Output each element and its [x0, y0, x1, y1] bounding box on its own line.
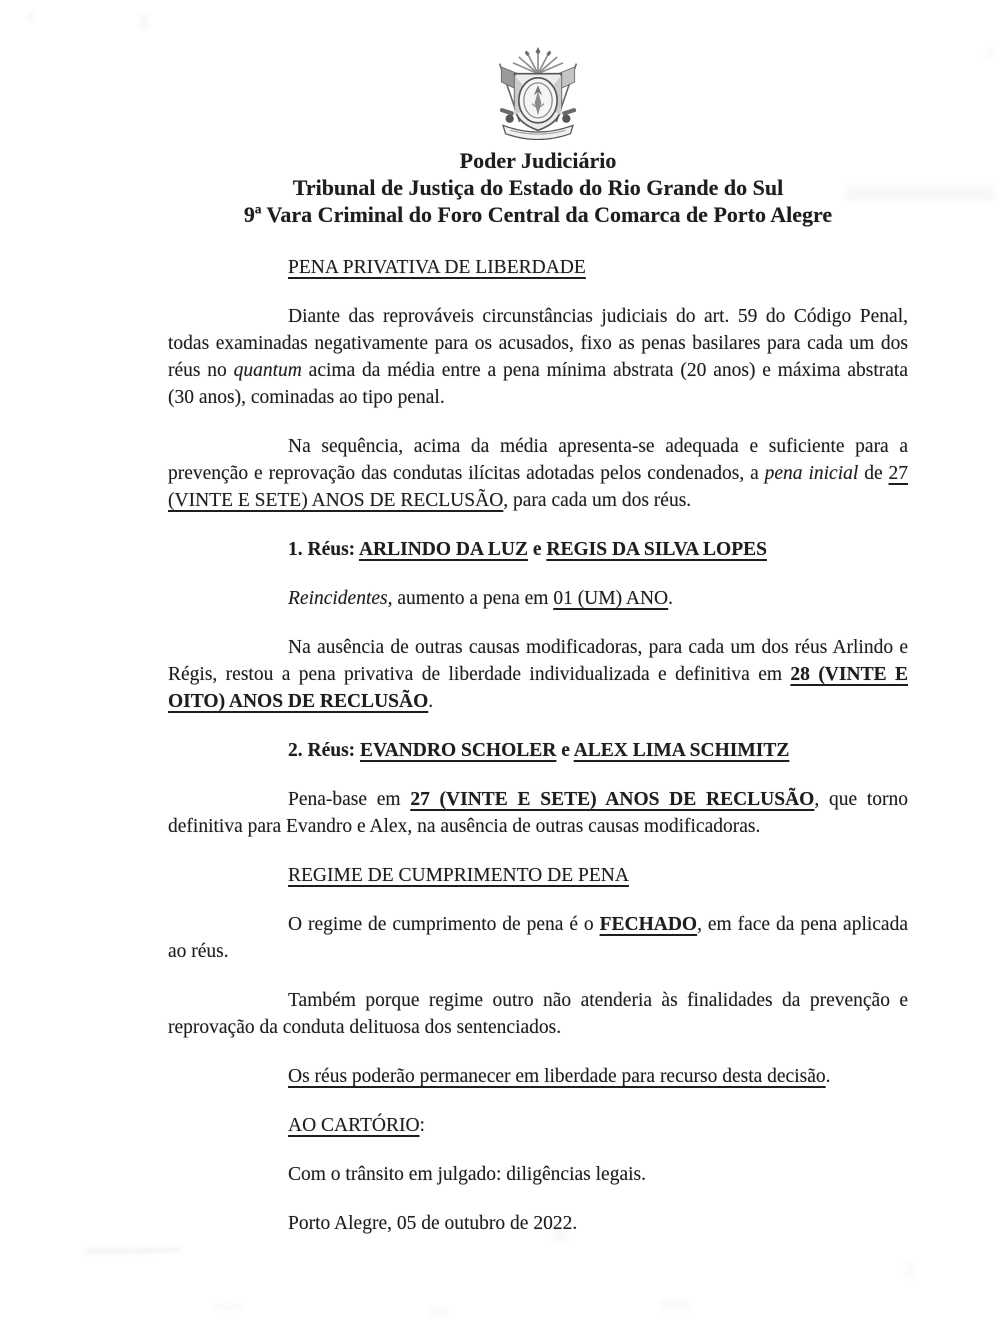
- paragraph-2: Diante das reprováveis circunstâncias judiciais do art. 59 do Código Penal, todas examinadas negativamente para os acusados, fixo as penas basilares para cada um dos réus no quantum acima da média entre a pena mínima abstrata (20 anos) e máxima abstrata (30 anos), cominadas ao tipo penal.: [168, 306, 908, 408]
- date-line-15: Porto Alegre, 05 de outubro de 2022.: [288, 1213, 578, 1234]
- paragraph-8: Pena-base em 27 (VINTE E SETE) ANOS DE RECLUSÃO, que torno definitiva para Evandro e Alex, na ausência de outras causas modificadoras.: [168, 789, 909, 837]
- scan-artifact: [986, 48, 994, 59]
- document-header: [168, 147, 908, 228]
- paragraph-11: Também porque regime outro não atenderia às finalidades da prevenção e reprovação da conduta delituosa dos sentenciados.: [168, 990, 908, 1038]
- header-division: 9ª Vara Criminal do Foro Central da Comarca de Porto Alegre: [243, 202, 833, 227]
- paragraph-5: Reincidentes, aumento a pena em 01 (UM) ANO.: [288, 588, 674, 609]
- paragraph-10: O regime de cumprimento de pena é o FECHADO, em face da pena aplicada ao réus.: [168, 914, 908, 962]
- paragraph-14: Com o trânsito em julgado: diligências legais.: [288, 1164, 646, 1185]
- header-branch: Poder Judiciário: [459, 148, 617, 173]
- defendants-heading-7: 2. Réus: EVANDRO SCHOLER e ALEX LIMA SCHIMITZ: [288, 740, 790, 761]
- section-heading-9: REGIME DE CUMPRIMENTO DE PENA: [288, 865, 629, 886]
- scan-artifact: [905, 1262, 915, 1278]
- scan-artifact: [28, 12, 34, 21]
- scan-artifact: [140, 14, 148, 29]
- paragraph-12: Os réus poderão permanecer em liberdade para recurso desta decisão.: [288, 1066, 831, 1087]
- document-content: [168, 44, 908, 1237]
- scan-artifact: [85, 1247, 180, 1254]
- section-heading-13: AO CARTÓRIO:: [288, 1115, 425, 1136]
- paragraph-6: Na ausência de outras causas modificadoras, para cada um dos réus Arlindo e Régis, restou a pena privativa de liberdade individualizada e definitiva em 28 (VINTE E OITO) ANOS DE RECLUSÃO.: [168, 637, 908, 712]
- coat-of-arms-icon: [168, 44, 908, 145]
- paragraph-3: Na sequência, acima da média apresenta-se adequada e suficiente para a prevenção e reprovação das condutas ilícitas adotadas pelos condenados, a pena inicial de 27 (VINTE E SETE) ANOS DE RECLUSÃO, para cada um dos réus.: [168, 436, 909, 511]
- scan-artifact: [660, 1300, 690, 1310]
- section-heading-1: PENA PRIVATIVA DE LIBERDADE: [288, 257, 586, 278]
- scan-artifact: [215, 1304, 241, 1310]
- scan-artifact: [430, 1308, 448, 1316]
- defendants-heading-4: 1. Réus: ARLINDO DA LUZ e REGIS DA SILVA LOPES: [288, 539, 767, 560]
- document-blocks: [168, 254, 908, 1237]
- header-court: Tribunal de Justiça do Estado do Rio Grande do Sul: [292, 175, 784, 200]
